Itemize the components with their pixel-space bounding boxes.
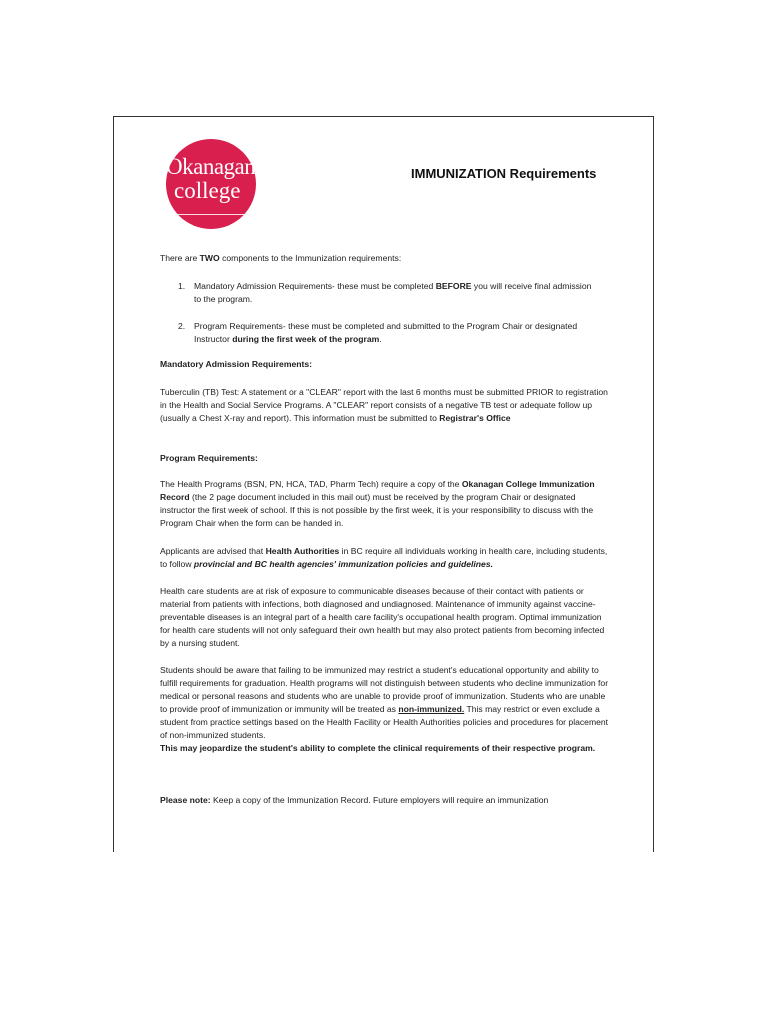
list-item-2: 2. Program Requirements- these must be completed and submitted to the Program Chair or designated Instructor during the first week of the program. [178, 321, 578, 344]
please-note-paragraph: Please note: Keep a copy of the Immunization Record. Future employers will require an immunization [160, 795, 549, 805]
logo-line-1: Okanagan [166, 154, 256, 179]
tb-test-paragraph: Tuberculin (TB) Test: A statement or a "CLEAR" report with the last 6 months must be submitted PRIOR to registration in the Health and Social Service Programs. A "CLEAR" report consists of a negative TB test or adequate follow up (usually a Chest X-ray and report). This information must be submitted to Registrar's Office [160, 387, 608, 423]
program-heading: Program Requirements: [160, 453, 258, 463]
list-item-1: 1. Mandatory Admission Requirements- these must be completed BEFORE you will receive final admission to the program. [178, 281, 592, 304]
logo-rule [174, 214, 246, 215]
mandatory-heading: Mandatory Admission Requirements: [160, 359, 313, 369]
program-paragraph: The Health Programs (BSN, PN, HCA, TAD, Pharm Tech) require a copy of the Okanagan College Immunization Record (the 2 page document included in this mail out) must be received by the program Chair or designated instructor the first week of school. If this is not possible by the first week, it is your responsibility to discuss with the Program Chair when the form can be handed in. [160, 479, 595, 528]
okanagan-college-logo [166, 139, 256, 229]
logo-line-2: college [174, 178, 241, 203]
intro-paragraph: There are TWO components to the Immunization requirements: [160, 253, 402, 263]
document-title: IMMUNIZATION Requirements [411, 166, 597, 181]
applicants-paragraph: Applicants are advised that Health Authorities in BC require all individuals working in health care, including students, to follow provincial and BC health agencies' immunization policies and guidelines. [160, 546, 608, 569]
risk-paragraph: Health care students are at risk of exposure to communicable diseases because of their contact with patients or material from patients with infections, both diagnosed and undiagnosed. Maintenance of immunity against vaccine-preventable diseases is an integral part of a health care facility's occupational health program. Optimal immunization for health care students will not only safeguard their own health but may also protect patients from becoming infected by a nursing student. [160, 586, 605, 648]
students-paragraph: Students should be aware that failing to be immunized may restrict a student's educational opportunity and ability to fulfill requirements for graduation. Health programs will not distinguish between students who decline immunization for medical or personal reasons and students who are unable to provide proof of immunization. Students who are unable to provide proof of immunization or immunity will be treated as non-immunized. This may restrict or even exclude a student from practice settings based on the Health Facility or Health Authorities policies and procedures for placement of non-immunized students. This may jeopardize the student's ability to complete the clinical requirements of their respective program. [160, 665, 609, 753]
document-page [113, 116, 654, 852]
